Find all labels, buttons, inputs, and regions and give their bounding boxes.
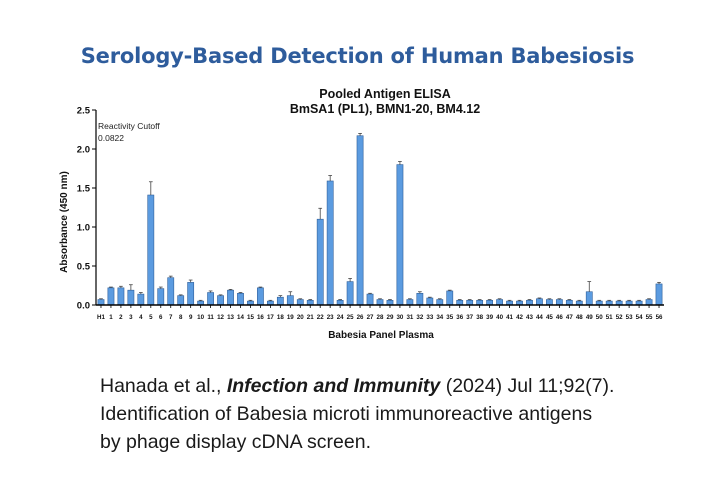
bar [536, 299, 542, 305]
cutoff-annotation-label: Reactivity Cutoff [98, 121, 160, 131]
x-axis-label: Babesia Panel Plasma [328, 330, 434, 341]
x-tick-label: 33 [426, 314, 434, 321]
x-tick-label: 4 [139, 314, 143, 321]
bar [118, 288, 124, 305]
bar [327, 181, 333, 305]
bar [397, 165, 403, 305]
bar [347, 282, 353, 305]
bar [128, 290, 134, 305]
bar [227, 290, 233, 305]
bar [437, 300, 443, 305]
y-tick-label: 2.0 [76, 144, 90, 156]
citation-authors: Hanada et al., [100, 375, 227, 397]
x-tick-label: 34 [436, 314, 444, 321]
bar [188, 282, 194, 305]
x-tick-label: 5 [149, 314, 153, 321]
bar [496, 300, 502, 305]
bar-series [98, 133, 662, 305]
x-tick-label: 56 [655, 314, 663, 321]
bar [257, 288, 263, 305]
bar [546, 300, 552, 305]
x-tick-label: 6 [159, 314, 163, 321]
x-tick-label: 1 [109, 314, 113, 321]
x-tick-label: 43 [526, 314, 533, 321]
x-tick-label: 49 [585, 314, 593, 321]
x-axis [96, 305, 664, 321]
bar [158, 289, 164, 305]
x-tick-label: 52 [615, 314, 623, 321]
x-tick-label: H1 [97, 314, 105, 321]
x-tick-label: 38 [476, 314, 484, 321]
bar [108, 288, 114, 305]
x-tick-label: 36 [456, 314, 464, 321]
x-tick-label: 31 [406, 314, 414, 321]
bar [556, 300, 562, 305]
x-tick-label: 22 [316, 314, 324, 321]
x-tick-label: 29 [386, 314, 394, 321]
x-tick-label: 18 [276, 314, 284, 321]
bar [98, 300, 104, 305]
x-tick-label: 50 [595, 314, 603, 321]
x-tick-label: 40 [496, 314, 504, 321]
x-tick-label: 23 [326, 314, 334, 321]
x-tick-label: 21 [306, 314, 314, 321]
x-tick-label: 30 [396, 314, 404, 321]
x-tick-label: 19 [286, 314, 294, 321]
x-tick-label: 14 [237, 314, 244, 321]
bar [217, 296, 223, 305]
x-tick-label: 32 [416, 314, 424, 321]
x-tick-label: 27 [366, 314, 374, 321]
citation-details: (2024) Jul 11;92(7). [440, 375, 615, 397]
x-tick-label: 8 [178, 314, 183, 321]
x-tick-label: 42 [516, 314, 523, 321]
bar [237, 293, 243, 305]
y-tick-label: 0.5 [76, 261, 90, 273]
bar [457, 300, 463, 305]
x-tick-label: 13 [227, 314, 234, 321]
bar [277, 297, 283, 305]
chart-subtitle: BmSA1 (PL1), BMN1-20, BM4.12 [289, 102, 481, 116]
bar [317, 219, 323, 305]
cutoff-annotation-value: 0.0822 [98, 133, 124, 143]
x-tick-label: 16 [256, 314, 264, 321]
x-tick-label: 41 [506, 314, 513, 321]
bar [586, 292, 592, 305]
x-tick-label: 11 [207, 314, 214, 321]
bar [656, 284, 662, 305]
x-tick-label: 51 [605, 314, 613, 321]
y-tick-label: 1.0 [76, 222, 90, 234]
x-tick-label: 20 [296, 314, 304, 321]
bar [526, 300, 532, 305]
y-tick-label: 1.5 [76, 183, 90, 195]
x-tick-label: 12 [217, 314, 225, 321]
x-tick-label: 55 [645, 314, 653, 321]
y-axis-label: Absorbance (450 nm) [59, 171, 70, 273]
bar [138, 294, 144, 305]
y-axis [77, 106, 96, 312]
bar [467, 300, 473, 305]
slide-title: Serology-Based Detection of Human Babesiosis [80, 44, 635, 68]
x-tick-label: 26 [356, 314, 364, 321]
x-tick-label: 24 [336, 314, 344, 321]
bar [297, 300, 303, 305]
x-tick-label: 35 [446, 314, 454, 321]
bar [168, 278, 174, 305]
x-tick-label: 47 [565, 314, 573, 321]
x-tick-label: 9 [188, 314, 193, 321]
x-tick-label: 2 [119, 314, 123, 321]
bar [377, 300, 383, 305]
bar [487, 300, 493, 305]
bar [447, 291, 453, 305]
y-tick-label: 2.5 [76, 105, 90, 117]
x-tick-label: 39 [486, 314, 494, 321]
x-tick-label: 53 [625, 314, 633, 321]
x-tick-label: 44 [535, 314, 543, 321]
citation-line-3: by phage display cDNA screen. [100, 431, 371, 453]
x-tick-label: 54 [635, 314, 643, 321]
x-tick-label: 17 [266, 314, 274, 321]
x-tick-label: 3 [129, 314, 133, 321]
bar [367, 294, 373, 305]
bar [427, 298, 433, 305]
x-tick-label: 37 [466, 314, 474, 321]
x-tick-label: 25 [346, 314, 354, 321]
bar [178, 296, 184, 305]
x-tick-label: 28 [376, 314, 384, 321]
bar [477, 300, 483, 305]
bar [387, 300, 393, 305]
bar [566, 300, 572, 305]
x-tick-label: 48 [575, 314, 583, 321]
citation-line-2: Identification of Babesia microti immunoreactive antigens [100, 403, 593, 425]
citation-journal: Infection and Immunity [226, 375, 441, 397]
bar [407, 300, 413, 305]
bar [357, 136, 363, 305]
x-tick-label: 45 [545, 314, 553, 321]
chart-title: Pooled Antigen ELISA [319, 87, 451, 101]
x-tick-label: 7 [169, 314, 173, 321]
citation [100, 372, 700, 456]
bar [646, 300, 652, 305]
x-tick-label: 10 [197, 314, 205, 321]
y-tick-label: 0.0 [76, 300, 90, 312]
bar [208, 293, 214, 305]
x-tick-label: 15 [247, 314, 254, 321]
bar [337, 300, 343, 305]
bar [287, 296, 293, 305]
citation-line-1 [100, 372, 700, 400]
x-tick-label: 46 [555, 314, 563, 321]
bar [307, 300, 313, 305]
bar [417, 293, 423, 305]
bar [148, 195, 154, 305]
